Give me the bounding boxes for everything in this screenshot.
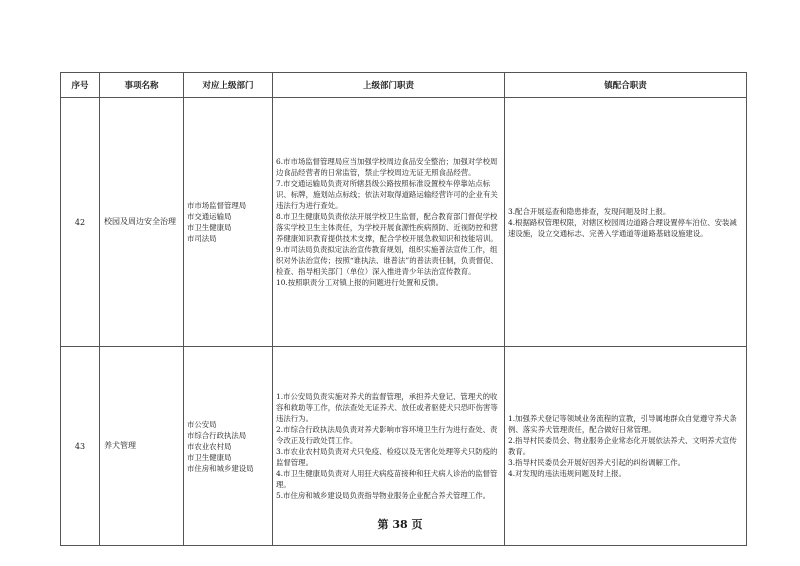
duty-item: 1.市公安局负责实施对养犬的监督管理，承担养犬登记、管理犬的收容和救助等工作，依法查处无证养犬、放任或者驱使犬只恐吓伤害等违法行为。 bbox=[276, 392, 498, 423]
town-duty-item: 4.根据路权管理权限，对辖区校园周边道路合理设置停车泊位、安装减速设施，设立交通标志、完善入学通道等道路基础设施建设。 bbox=[508, 217, 737, 238]
duty-item: 3.市农业农村局负责对犬只免疫、检疫以及无害化处理等犬只防疫的监督管理。 bbox=[276, 447, 498, 467]
town-duty-item: 3.配合开展巡查和隐患排查，发现问题及时上报。 bbox=[508, 206, 671, 216]
duty-item: 4.市卫生健康局负责对人用狂犬病疫苗接种和狂犬病人诊治的监督管理。 bbox=[276, 469, 498, 489]
town-duty-item: 2.指导村民委员会、物业服务企业常态化开展依法养犬、文明养犬宣传教育。 bbox=[508, 436, 737, 456]
responsibility-table bbox=[60, 72, 747, 546]
department-item: 市农业农村局 bbox=[187, 441, 232, 451]
superior-duties-cell bbox=[273, 98, 505, 347]
row-number: 42 bbox=[61, 98, 100, 347]
row-number: 43 bbox=[61, 347, 100, 546]
department-item: 市卫生健康局 bbox=[187, 223, 232, 232]
page-number: 第 38 页 bbox=[377, 518, 423, 531]
duty-item: 2.市综合行政执法局负责对养犬影响市容环境卫生行为进行查处、责令改正及行政处罚工作。 bbox=[276, 425, 498, 445]
department-item: 市住房和城乡建设局 bbox=[187, 463, 254, 473]
department-item: 市市场监督管理局 bbox=[187, 201, 247, 210]
department-list bbox=[184, 98, 273, 347]
header-town-duties: 镇配合职责 bbox=[505, 73, 747, 98]
duty-item: 5.市住房和城乡建设局负责指导物业服务企业配合养犬管理工作。 bbox=[276, 491, 490, 500]
item-name: 养犬管理 bbox=[100, 347, 184, 546]
department-item: 市交通运输局 bbox=[187, 212, 232, 221]
town-duty-item: 3.指导村民委员会开展好因养犬引起的纠纷调解工作。 bbox=[508, 458, 686, 467]
table-header-row bbox=[61, 73, 747, 98]
duty-item: 10.按照职责分工对镇上报的问题进行处置和反馈。 bbox=[276, 278, 443, 287]
header-superior-duties: 上级部门职责 bbox=[273, 73, 505, 98]
duty-item: 7.市交通运输局负责对所辖县级公路按照标准设置校车停靠站点标识、标牌，施划站点标线；依法对取得道路运输经营许可的企业有关违法行为进行查处。 bbox=[276, 179, 498, 210]
header-serial-number: 序号 bbox=[61, 73, 100, 98]
department-item: 市司法局 bbox=[187, 234, 217, 243]
duty-item: 6.市市场监督管理局应当加强学校周边食品安全整治；加强对学校周边食品经营者的日常监管，禁止学校周边无证无照食品经营。 bbox=[276, 157, 498, 177]
duty-item: 8.市卫生健康局负责依法开展学校卫生监督，配合教育部门督促学校落实学校卫生主体责任，为学校开展食源性疾病预防、近视防控和营养健康知识教育提供技术支撑，配合学校开展急救知识和技能培训。 bbox=[276, 212, 498, 243]
duty-item: 9.市司法局负责拟定法治宣传教育规划，组织实施普法宣传工作，组织对外法治宣传；按照“谁执法、谁普法”的普法责任制，负责督促、检查、指导相关部门（单位）深入推进青少年法治宣传教育。 bbox=[276, 245, 498, 276]
town-duties-cell bbox=[505, 98, 747, 347]
town-duty-item: 4.对发现的违法违规问题及时上报。 bbox=[508, 469, 626, 478]
header-item-name: 事项名称 bbox=[100, 73, 184, 98]
department-item: 市卫生健康局 bbox=[187, 452, 232, 462]
header-superior-department: 对应上级部门 bbox=[184, 73, 273, 98]
item-name: 校园及周边安全治理 bbox=[100, 98, 184, 347]
department-item: 市公安局 bbox=[187, 419, 217, 429]
department-item: 市综合行政执法局 bbox=[187, 430, 247, 440]
town-duty-item: 1.加强养犬登记等领域业务流程的宣教，引导属地群众自觉遵守养犬条例、落实养犬管理责任，配合做好日常管理。 bbox=[508, 414, 737, 434]
table-row bbox=[61, 98, 747, 347]
